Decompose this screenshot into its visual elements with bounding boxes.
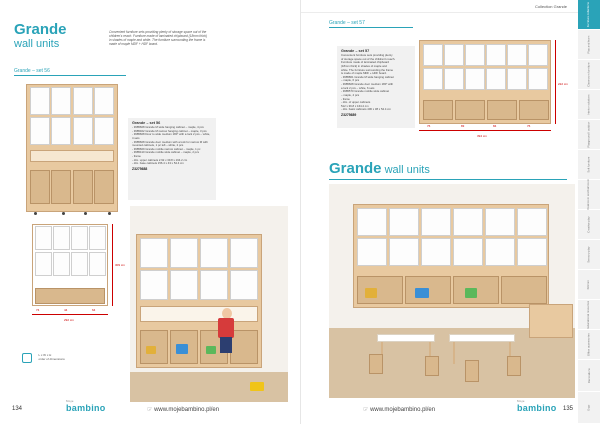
cabinet-door (465, 44, 485, 66)
legend-text (38, 354, 64, 361)
dim-width: 292 cm (64, 318, 74, 322)
collection-header (301, 0, 600, 13)
cabinet-door (200, 238, 228, 268)
title-line-2: wall units (14, 38, 60, 50)
toy (415, 288, 429, 298)
tab-label: Cloakroom and bathroom (586, 178, 591, 211)
cabinet-door (94, 117, 114, 145)
cabinet-door (517, 208, 547, 236)
tab-label: Kitchen (586, 279, 591, 290)
cabinet-door (421, 208, 451, 236)
base-cubby (455, 100, 485, 120)
child (218, 318, 234, 338)
title-line-1: Grande (14, 21, 67, 38)
cabinet-door (423, 68, 443, 90)
toy-truck (250, 382, 264, 391)
cabinet-door (71, 226, 88, 250)
tab-label: Educational resources (586, 300, 591, 329)
cabinet-door (465, 68, 485, 90)
cabinet-door (517, 238, 547, 266)
info-item: - 3985608 Grande M wide hanging cabinet – maple, 4 pcs (132, 125, 204, 129)
table-leg (453, 342, 455, 364)
cabinet-door (528, 68, 548, 90)
width-line (32, 314, 108, 315)
info-item: Furniture made of laminated chipboard (341, 60, 390, 65)
cabinet-door (94, 87, 114, 115)
tab-decorations[interactable] (578, 360, 600, 392)
side-shelf (529, 304, 573, 338)
caster (62, 212, 65, 215)
dim-height: 309 cm (115, 263, 125, 267)
toy (465, 288, 477, 298)
cabinet-door (230, 270, 258, 300)
cabinet-door (73, 117, 93, 145)
tab-interior-solutions[interactable] (578, 90, 600, 120)
cabinet-door (389, 208, 419, 236)
cabinet-door (453, 238, 483, 266)
info-item: - frame (341, 96, 350, 101)
cabinet-door (51, 117, 71, 145)
logo-text: bambino (66, 403, 106, 413)
width-line (419, 130, 551, 131)
cabinet-door (485, 208, 515, 236)
legend-icon (22, 353, 32, 363)
info-item: - 3985402 Grande M narrow hanging cabinet – maple, 3 pcs (132, 128, 207, 133)
tab-office[interactable] (578, 330, 600, 360)
info-item: - 3985410 Grande mobile wide cabinet – maple, 2 pcs (132, 150, 200, 155)
info-item: Convenient furniture sets providing plenty (341, 53, 393, 57)
right-page (300, 0, 600, 424)
base-cubby (487, 100, 517, 120)
base-cubby (30, 170, 50, 204)
info-item: - 3985609 Grande mobile narrow cabinet – maple, 1 pc (132, 146, 201, 151)
cabinet-door (230, 238, 258, 268)
height-line (555, 40, 556, 124)
info-title: Grande – set 56 (132, 121, 161, 125)
info-item: - frame (132, 154, 141, 158)
info-item: - 3985608 Grande door medium 180° with (341, 82, 394, 86)
height-line (112, 224, 113, 306)
chair (369, 354, 383, 374)
cabinet-door (71, 252, 88, 276)
info-item: a lock 2 pcs – white, 6 sets (341, 85, 375, 90)
tab-kitchen[interactable] (578, 270, 600, 300)
cabinet-door (89, 252, 106, 276)
info-item: - 3985608 Grande door medium with a lock for narrow M with mounted cabinets, 1 pc left – white, 2 pcs (132, 139, 208, 148)
caster (34, 212, 37, 215)
base-cubby (51, 170, 71, 204)
cabinet-door (453, 208, 483, 236)
dim-depth: 83 (461, 124, 465, 128)
dim-height: 222 cm (558, 82, 568, 86)
base-cubby (35, 288, 105, 304)
tab-label: Interior solutions (586, 94, 591, 115)
tab-label: Furniture collections (586, 1, 591, 28)
table (449, 334, 515, 342)
cabinet-door (486, 44, 506, 66)
chair (425, 356, 439, 376)
base-cubby (423, 100, 453, 120)
info-item: - 3985570 Grande mobile wide cabinet (341, 89, 390, 94)
set-57-info (337, 46, 415, 128)
product-code: Z3275689 (341, 113, 357, 117)
info-item: - dim. upper cabinets 2.92 x 39.8 x 164.2 cm (132, 157, 188, 162)
chair (507, 356, 521, 376)
cabinet-door (357, 238, 387, 266)
logo-prefix: Moje (517, 399, 525, 403)
wall-panel (140, 306, 258, 322)
table (377, 334, 435, 342)
tab-ergo[interactable] (578, 392, 600, 424)
intro-text: Convenient furniture sets providing plenty of storage space out of the children's reach. Furniture made of laminated chipboard (18mm thick) in shades of maple and white. The furniture surrounding the frame is made of maple MDF + HDF board. (109, 30, 208, 47)
dim-depth: 76 (427, 124, 431, 128)
info-item: – maple, 4 pcs (341, 92, 360, 97)
cabinet-door (30, 117, 50, 145)
page-number: 134 (12, 406, 23, 412)
info-item: - dim. basic cabinets 406 x 38 x 54.4 cm (341, 107, 391, 112)
footer-url-text[interactable]: www.mojebambino.pl/en (154, 407, 220, 413)
collection-name: Collection Grande (534, 4, 567, 9)
cabinet-door (444, 44, 464, 66)
cabinet-door (389, 238, 419, 266)
cabinet-door (507, 44, 527, 66)
base-cubby (357, 276, 403, 304)
cabinet-door (423, 44, 443, 66)
tab-label: Soft furniture (586, 156, 591, 173)
tab-play-and-learn[interactable] (578, 30, 600, 60)
cabinet-door (35, 252, 52, 276)
cabinet-door (140, 270, 168, 300)
photo-floor (130, 372, 288, 402)
info-item: of storage space out of the children's reach. (341, 56, 396, 61)
tab-educational[interactable] (578, 300, 600, 330)
wall-panel (30, 150, 114, 162)
footer-url[interactable] (147, 406, 219, 413)
dim-depth: 74 (36, 308, 40, 312)
cabinet-door (485, 238, 515, 266)
side-tab-index (578, 0, 600, 424)
base-cubby (94, 170, 114, 204)
dim-depth: 84 (493, 124, 497, 128)
dim-depth: 76 (527, 124, 531, 128)
toy (146, 346, 156, 354)
info-item: white. The furniture surrounding the frame (341, 67, 394, 72)
cabinet-door (51, 87, 71, 115)
logo-prefix: Moje (66, 399, 74, 403)
cabinet-door (53, 252, 70, 276)
base-cubby (519, 100, 549, 120)
hand-icon: ☞ (147, 407, 153, 413)
tab-label: Sensory play (586, 246, 591, 263)
base-cubby (230, 330, 258, 364)
base-cubby (73, 170, 93, 204)
cabinet-door (486, 68, 506, 90)
info-item: - dim. of upper cabinets (341, 100, 371, 105)
info-item: (18mm thick) in shades of maple and (341, 63, 387, 68)
logo-text: bambino (517, 403, 557, 413)
legend-caption: order of dimensions (38, 356, 65, 361)
footer-url-text[interactable]: www.mojebambino.pl/en (370, 407, 436, 413)
tab-soft-furniture[interactable] (578, 150, 600, 180)
cabinet-door (170, 270, 198, 300)
tab-label: Creative play (586, 216, 591, 233)
hand-icon: ☞ (363, 407, 369, 413)
product-code: Z3275688 (132, 166, 148, 171)
dim-depth: 64 (92, 308, 96, 312)
child (220, 337, 232, 353)
set-label-underline (14, 75, 126, 76)
tab-label: Classroom furniture (586, 62, 591, 87)
set-label-underline (329, 27, 413, 28)
cabinet-door (35, 226, 52, 250)
info-item: is made of maple MDF + HDF board. (341, 71, 387, 76)
tab-furniture-collections[interactable] (578, 0, 600, 30)
tab-cloakroom[interactable] (578, 180, 600, 210)
tab-label: Play and learn (586, 35, 591, 54)
toy (206, 346, 216, 354)
dim-width: 394 cm (477, 134, 487, 138)
brand-logo (66, 399, 106, 413)
cabinet-door (89, 226, 106, 250)
brand-logo (517, 399, 557, 413)
info-title: Grande – set 57 (341, 49, 370, 53)
caster (108, 212, 111, 215)
tab-label: Playground / outdoor (586, 121, 591, 148)
cabinet-door (73, 87, 93, 115)
set-56-info (128, 118, 216, 200)
dim-depth: 44 (64, 308, 68, 312)
cabinet-door (444, 68, 464, 90)
tab-label: Decorations (586, 368, 591, 383)
tab-playground[interactable] (578, 120, 600, 150)
set-57-photo (329, 184, 575, 398)
cabinet-door (507, 68, 527, 90)
cabinet-door (170, 238, 198, 268)
info-item: - 3985801 Grande M wide hanging cabinet (341, 74, 394, 79)
toy (365, 288, 377, 298)
dimension-legend (22, 349, 65, 367)
chair (465, 360, 479, 382)
base-cubby (501, 276, 547, 304)
tab-sensory-play[interactable] (578, 240, 600, 270)
tab-creative-play[interactable] (578, 210, 600, 240)
footer-url[interactable] (363, 406, 435, 413)
cabinet-door (53, 226, 70, 250)
tab-label: Ergo (586, 404, 591, 411)
set-label-57: Grande – set 57 (329, 20, 365, 26)
cabinet-door (421, 238, 451, 266)
cabinet-door (357, 208, 387, 236)
cabinet-door (30, 87, 50, 115)
info-item: - dim. base cabinets 156.4 x 43 x 54.4 cm (132, 161, 184, 166)
heading-light: wall units (381, 164, 430, 176)
toy (176, 344, 188, 354)
tab-label: Office accessories (586, 333, 591, 356)
heading-bold: Grande (329, 160, 382, 177)
set-56-photo (130, 206, 288, 402)
cabinet-door (528, 44, 548, 66)
set-label-56: Grande – set 56 (14, 68, 50, 74)
tab-classroom-furniture[interactable] (578, 60, 600, 90)
info-item: – maple, 6 pcs (341, 78, 360, 83)
info-item: 512 x 39.8 x 164.2 cm (341, 103, 369, 108)
info-item: - 3985608 Door to wide medium 180° with a lock 2 pcs – white, 4 sets (132, 132, 211, 140)
page-title (14, 22, 67, 50)
section-heading (329, 161, 430, 177)
page-number: 135 (563, 406, 574, 412)
cabinet-door (140, 238, 168, 268)
legend-symbol: L x W x H (38, 353, 52, 358)
caster (84, 212, 87, 215)
heading-underline (329, 179, 567, 180)
cabinet-door (200, 270, 228, 300)
